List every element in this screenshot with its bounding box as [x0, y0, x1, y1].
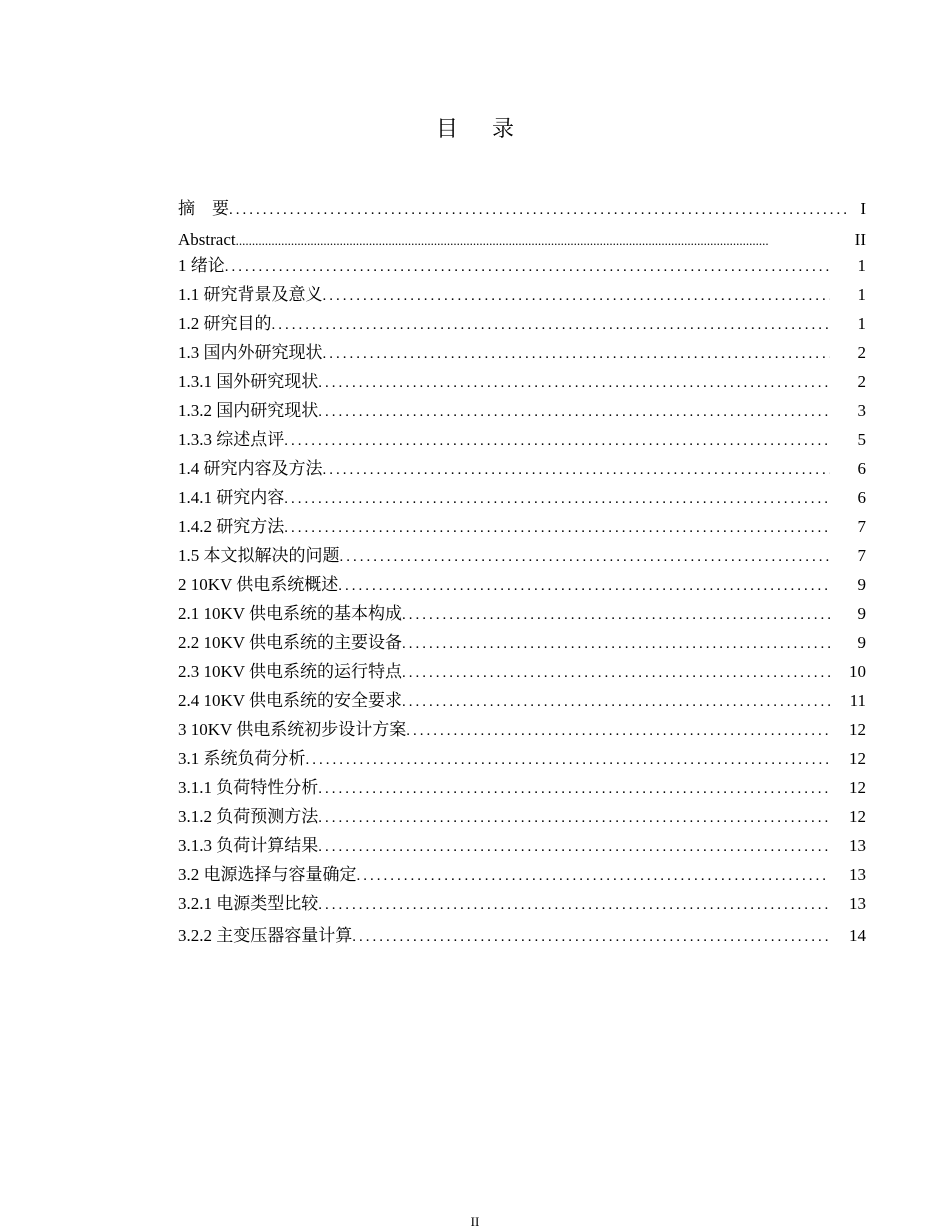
toc-entry-1-4-1[interactable]	[178, 486, 866, 510]
toc-entry-label: 1 绪论	[178, 256, 225, 275]
toc-entry-label: 1.3 国内外研究现状	[178, 343, 323, 362]
toc-entry-page: 3	[857, 401, 866, 420]
toc-entry-page: 1	[857, 285, 866, 304]
toc-entry-label: 1.4.2 研究方法	[178, 517, 285, 536]
toc-entry-label: 2.3 10KV 供电系统的运行特点	[178, 662, 402, 681]
toc-entry-label: 3.2.2 主变压器容量计算	[178, 926, 353, 945]
dot-leader	[284, 429, 830, 453]
dot-leader	[306, 748, 831, 772]
toc-entry-1-3-1[interactable]	[178, 370, 866, 394]
toc-entry-page: 7	[857, 546, 866, 565]
dot-leader	[338, 574, 830, 598]
footer-page-number: II	[470, 1214, 480, 1229]
dot-leader	[402, 661, 830, 685]
toc-entry-page: 10	[849, 662, 866, 681]
dot-leader	[402, 632, 830, 656]
toc-entry-page: 9	[857, 575, 866, 594]
toc-entry-label: 3.1.2 负荷预测方法	[178, 807, 319, 826]
dot-leader	[318, 371, 830, 395]
toc-entry-1-3[interactable]	[178, 341, 866, 365]
toc-entry-page: 9	[857, 633, 866, 652]
toc-entry-page: 5	[857, 430, 866, 449]
toc-entry-page: 14	[849, 926, 866, 945]
toc-entry-label: 3 10KV 供电系统初步设计方案	[178, 720, 407, 739]
toc-entry-label: 3.1 系统负荷分析	[178, 749, 306, 768]
toc-entry-page: 13	[849, 836, 866, 855]
toc-entry-page: 2	[857, 343, 866, 362]
toc-entry-2-3[interactable]	[178, 660, 866, 684]
toc-entry-abstract-cn[interactable]	[178, 197, 866, 221]
dot-leader	[406, 719, 830, 743]
dot-leader	[323, 342, 831, 366]
toc-entry-3-2-2[interactable]	[178, 924, 866, 948]
dot-leader	[318, 893, 830, 917]
toc-entry-page: 12	[849, 778, 866, 797]
toc-entry-1-4-2[interactable]	[178, 515, 866, 539]
toc-entry-1-3-2[interactable]	[178, 399, 866, 423]
toc-entry-page: 1	[857, 256, 866, 275]
toc-entry-abstract-en[interactable]	[178, 228, 866, 252]
toc-entry-label: 2.2 10KV 供电系统的主要设备	[178, 633, 402, 652]
toc-entry-2[interactable]	[178, 573, 866, 597]
toc-entry-page: I	[860, 199, 866, 218]
toc-entry-1-5[interactable]	[178, 544, 866, 568]
toc-entry-label: 1.3.2 国内研究现状	[178, 401, 319, 420]
toc-entry-page: 13	[849, 865, 866, 884]
toc-entry-page: 2	[857, 372, 866, 391]
dot-leader	[229, 198, 850, 222]
page-title	[0, 112, 950, 143]
dot-leader	[323, 458, 831, 482]
toc-entry-page: 1	[857, 314, 866, 333]
toc-entry-2-1[interactable]	[178, 602, 866, 626]
toc-entry-page: 12	[849, 749, 866, 768]
toc-entry-3-1-2[interactable]	[178, 805, 866, 829]
toc-entry-page: 12	[849, 807, 866, 826]
toc-entry-label: 3.2 电源选择与容量确定	[178, 865, 357, 884]
toc-entry-label: 1.5 本文拟解决的问题	[178, 546, 340, 565]
dot-leader	[318, 806, 830, 830]
toc-entry-3-1-3[interactable]	[178, 834, 866, 858]
toc-entry-3-1[interactable]	[178, 747, 866, 771]
dot-leader	[402, 690, 830, 714]
toc-entry-2-4[interactable]	[178, 689, 866, 713]
toc-entry-page: 9	[857, 604, 866, 623]
toc-entry-label: 3.1.1 负荷特性分析	[178, 778, 319, 797]
dot-leader	[323, 284, 831, 308]
toc-entry-page: 6	[857, 488, 866, 507]
dot-leader	[284, 516, 830, 540]
toc-entry-3-2[interactable]	[178, 863, 866, 887]
title-char-1: 目	[435, 116, 458, 141]
dot-leader	[352, 925, 830, 949]
toc-entry-3[interactable]	[178, 718, 866, 742]
toc-entry-label: 3.1.3 负荷计算结果	[178, 836, 319, 855]
toc-entry-1-4[interactable]	[178, 457, 866, 481]
dot-leader	[357, 864, 831, 888]
toc-entry-1-2[interactable]	[178, 312, 866, 336]
dot-leader	[284, 487, 830, 511]
toc-entry-page: 7	[857, 517, 866, 536]
dot-leader	[318, 400, 830, 424]
toc-entry-label: 1.4.1 研究内容	[178, 488, 285, 507]
toc-entry-page: 12	[849, 720, 866, 739]
toc-entry-1[interactable]	[178, 254, 866, 278]
toc-entry-label: 3.2.1 电源类型比较	[178, 894, 319, 913]
toc-entry-2-2[interactable]	[178, 631, 866, 655]
dot-leader	[402, 603, 830, 627]
dot-leader	[340, 545, 831, 569]
toc-entry-3-2-1[interactable]	[178, 892, 866, 916]
toc-entry-1-3-3[interactable]	[178, 428, 866, 452]
dot-leader	[318, 835, 830, 859]
toc-entry-label: 1.3.1 国外研究现状	[178, 372, 319, 391]
toc-entry-label: 2.1 10KV 供电系统的基本构成	[178, 604, 402, 623]
toc-entry-label: 2 10KV 供电系统概述	[178, 575, 339, 594]
dot-leader	[318, 777, 830, 801]
toc-entry-label: 2.4 10KV 供电系统的安全要求	[178, 691, 402, 710]
dot-leader	[272, 313, 831, 337]
toc-entry-page: 13	[849, 894, 866, 913]
toc-entry-label: 1.4 研究内容及方法	[178, 459, 323, 478]
toc-entry-label: 摘 要	[178, 199, 229, 218]
toc-entry-label: Abstract	[178, 230, 236, 249]
toc-entry-label: 1.1 研究背景及意义	[178, 285, 323, 304]
toc-entry-label: 1.3.3 综述点评	[178, 430, 285, 449]
toc-entry-3-1-1[interactable]	[178, 776, 866, 800]
toc-entry-page: 11	[849, 691, 866, 710]
toc-entry-page: 6	[857, 459, 866, 478]
dot-leader	[236, 229, 850, 253]
toc-entry-page: II	[854, 230, 866, 249]
toc-entry-label: 1.2 研究目的	[178, 314, 272, 333]
title-char-2: 录	[492, 116, 515, 141]
toc-entry-1-1[interactable]	[178, 283, 866, 307]
dot-leader	[225, 255, 830, 279]
